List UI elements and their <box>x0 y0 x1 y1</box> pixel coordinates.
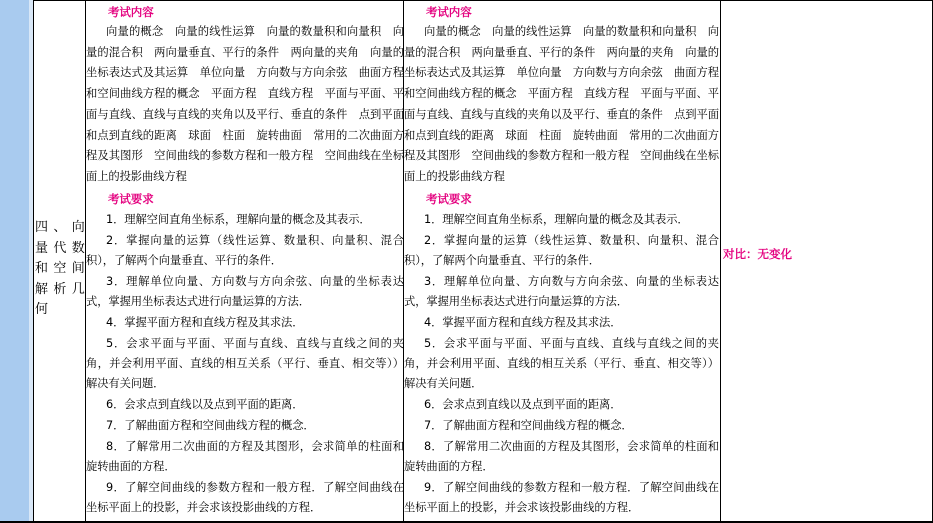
requirement-item: 4．掌握平面方程和直线方程及其求法． <box>106 315 304 329</box>
requirement-item: 6．会求点到直线以及点到平面的距离． <box>106 397 304 411</box>
new-syllabus-cell <box>403 0 720 522</box>
subject-title: 四、向量代数和空间解析几何 <box>35 220 85 317</box>
row-marker-stripe <box>0 0 33 522</box>
content-heading: 考试内容 <box>426 5 472 19</box>
requirement-item: 7．了解曲面方程和空间曲线方程的概念． <box>106 418 315 432</box>
requirement-item: 7．了解曲面方程和空间曲线方程的概念． <box>424 418 633 432</box>
requirement-item: 3．理解单位向量、方向数与方向余弦、向量的坐标表达式，掌握用坐标表达式进行向量运算的方法． <box>86 274 404 308</box>
subject-cell <box>33 0 86 522</box>
requirement-item: 8．了解常用二次曲面的方程及其图形，会求简单的柱面和旋转曲面的方程． <box>86 439 404 473</box>
requirement-item: 8．了解常用二次曲面的方程及其图形，会求简单的柱面和旋转曲面的方程． <box>404 439 719 473</box>
content-text: 向量的概念 向量的线性运算 向量的数量积和向量积 向量的混合积 两向量垂直、平行的条件 两向量的夹角 向量的坐标表达式及其运算 单位向量 方向数与方向余弦 曲面方程和空间曲线方程的概念 平面方程 直线方程 平面与平面、平面与直线、直线与直线的夹角以及平行、垂直的条件 点到平面和点到直线的距离 球面 柱面 旋转曲面 常用的二次曲面方程及其图形 空间曲线的参数方程和一般方程 空间曲线在坐标面上的投影曲线方程 <box>404 25 719 183</box>
content-text: 向量的概念 向量的线性运算 向量的数量积和向量积 向量的混合积 两向量垂直、平行的条件 两向量的夹角 向量的坐标表达式及其运算 单位向量 方向数与方向余弦 曲面方程和空间曲线方程的概念 平面方程 直线方程 平面与平面、平面与直线、直线与直线的夹角以及平行、垂直的条件 点到平面和点到直线的距离 球面 柱面 旋转曲面 常用的二次曲面方程及其图形 空间曲线的参数方程和一般方程 空间曲线在坐标面上的投影曲线方程 <box>86 25 404 183</box>
requirements-heading: 考试要求 <box>108 191 154 206</box>
requirements-heading: 考试要求 <box>426 191 472 206</box>
requirement-item: 2．掌握向量的运算（线性运算、数量积、向量积、混合积），了解两个向量垂直、平行的条件． <box>86 233 404 267</box>
requirement-item: 4．掌握平面方程和直线方程及其求法． <box>424 315 622 329</box>
content-heading: 考试内容 <box>108 5 154 19</box>
requirement-item: 9．了解空间曲线的参数方程和一般方程．了解空间曲线在坐标平面上的投影，并会求该投影曲线的方程． <box>404 480 719 514</box>
comparison-note: 对比：无变化 <box>723 247 792 261</box>
old-syllabus-cell <box>85 0 405 522</box>
requirement-item: 1．理解空间直角坐标系，理解向量的概念及其表示． <box>424 212 689 226</box>
requirement-item: 5．会求平面与平面、平面与直线、直线与直线之间的夹角，并会利用平面、直线的相互关系（平行、垂直、相交等））解决有关问题． <box>404 336 719 390</box>
requirement-item: 1．理解空间直角坐标系，理解向量的概念及其表示． <box>106 212 371 226</box>
requirement-item: 3．理解单位向量、方向数与方向余弦、向量的坐标表达式，掌握用坐标表达式进行向量运算的方法． <box>404 274 719 308</box>
requirement-item: 2．掌握向量的运算（线性运算、数量积、向量积、混合积），了解两个向量垂直、平行的条件． <box>404 233 719 267</box>
comparison-cell <box>720 0 933 522</box>
requirement-item: 6．会求点到直线以及点到平面的距离． <box>424 397 622 411</box>
requirement-item: 9．了解空间曲线的参数方程和一般方程．了解空间曲线在坐标平面上的投影，并会求该投影曲线的方程． <box>86 480 404 514</box>
requirement-item: 5．会求平面与平面、平面与直线、直线与直线之间的夹角，并会利用平面、直线的相互关系（平行、垂直、相交等））解决有关问题． <box>86 336 404 390</box>
